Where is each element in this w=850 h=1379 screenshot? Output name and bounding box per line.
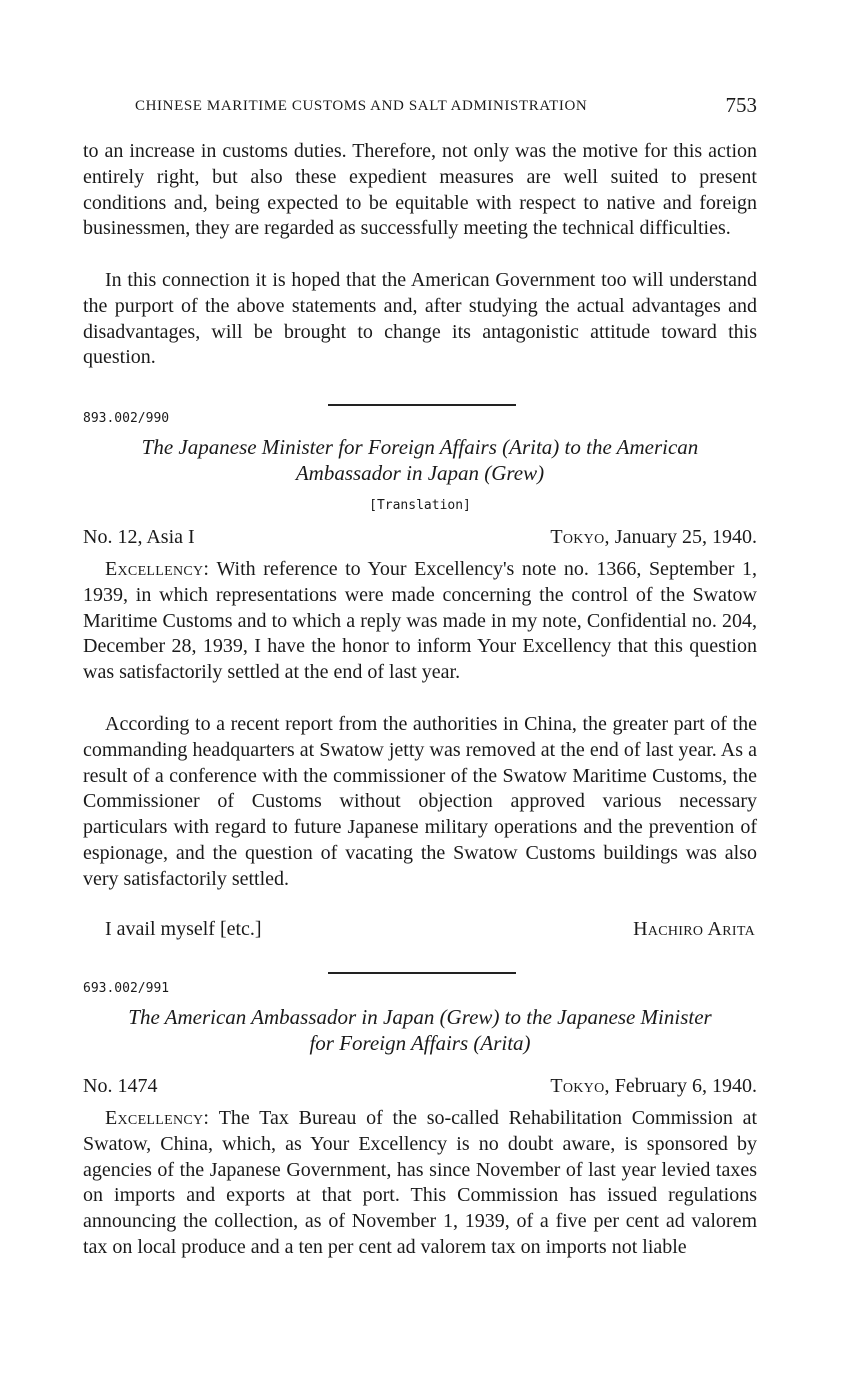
doc2-heading-line-1: The American Ambassador in Japan (Grew) to the Japanese Minister (128, 1005, 712, 1029)
doc1-heading-line-2: Ambassador in Japan (Grew) (295, 461, 545, 485)
section-divider-2 (328, 972, 516, 974)
doc1-closing: I avail myself [etc.] (105, 918, 262, 940)
doc1-paragraph-2: According to a recent report from the authorities in China, the greater part of the commanding headquarters at Swatow jetty was removed at the end of last year. As a result of a conference with the commissioner of the Swatow Maritime Customs, the Commissioner of Customs without objection approved various necessary particulars with regard to future Japanese military operations and the prevention of espionage, and the question of vacating the Swatow Customs buildings was also very satisfactorily settled. (83, 713, 757, 890)
file-number-2: 693.002/991 (83, 981, 170, 996)
doc1-date: January 25, 1940. (609, 526, 757, 548)
continuation-paragraph-1: to an increase in customs duties. Therefore, not only was the motive for this action entirely right, but also these expedient measures are well suited to present conditions and, being expected to be equitable with respect to native and foreign businessmen, they are regarded as successfully meeting the technical difficulties. (83, 140, 757, 240)
doc2-salutation: Excellency: (105, 1107, 210, 1129)
doc1-number: No. 12, Asia I (83, 526, 195, 548)
file-number-1: 893.002/990 (83, 411, 170, 426)
translation-note: [Translation] (369, 498, 471, 513)
doc2-dateline (83, 1075, 757, 1101)
doc1-body-1: With reference to Your Excellency's note no. 1366, September 1, 1939, in which representations were made concerning the control of the Swatow Maritime Customs and to which a reply was made in my note, Confidential no. 204, December 28, 1939, I have the honor to inform Your Excellency that this question was satisfactorily settled at the end of last year. (83, 558, 758, 684)
doc2-heading-line-2: for Foreign Affairs (Arita) (309, 1031, 531, 1055)
doc1-signature: Hachiro Arita (633, 918, 755, 940)
doc2-place-date (550, 1075, 757, 1098)
section-divider-1 (328, 404, 516, 406)
doc1-place: Tokyo, (550, 526, 610, 548)
doc1-heading-line-1: The Japanese Minister for Foreign Affairs (Arita) to the American (141, 435, 699, 459)
doc1-closing-line (83, 918, 757, 944)
doc1-paragraph-1 (83, 557, 757, 686)
doc2-place: Tokyo, (550, 1075, 610, 1097)
continuation-paragraph-2: In this connection it is hoped that the American Government too will understand the purport of the above statements and, after studying the actual advantages and disadvantages, will be brought to change its antagonistic attitude toward this question. (83, 269, 757, 369)
doc2-body-1: The Tax Bureau of the so-called Rehabilitation Commission at Swatow, China, which, as Your Excellency is no doubt aware, is sponsored by agencies of the Japanese Government, has since November of last year levied taxes on imports and exports at that port. This Commission has issued regulations announcing the collection, as of November 1, 1939, of a five per cent ad valorem tax on local produce and a ten per cent ad valorem tax on imports not liable (83, 1107, 758, 1258)
running-title: CHINESE MARITIME CUSTOMS AND SALT ADMINISTRATION (135, 98, 588, 114)
doc2-paragraph-1 (83, 1106, 757, 1261)
running-header (83, 93, 757, 121)
doc2-number: No. 1474 (83, 1075, 158, 1097)
doc1-place-date (550, 526, 757, 549)
doc2-date: February 6, 1940. (609, 1075, 757, 1097)
doc1-salutation: Excellency: (105, 558, 210, 580)
page-number: 753 (725, 93, 757, 117)
doc1-dateline (83, 526, 757, 552)
